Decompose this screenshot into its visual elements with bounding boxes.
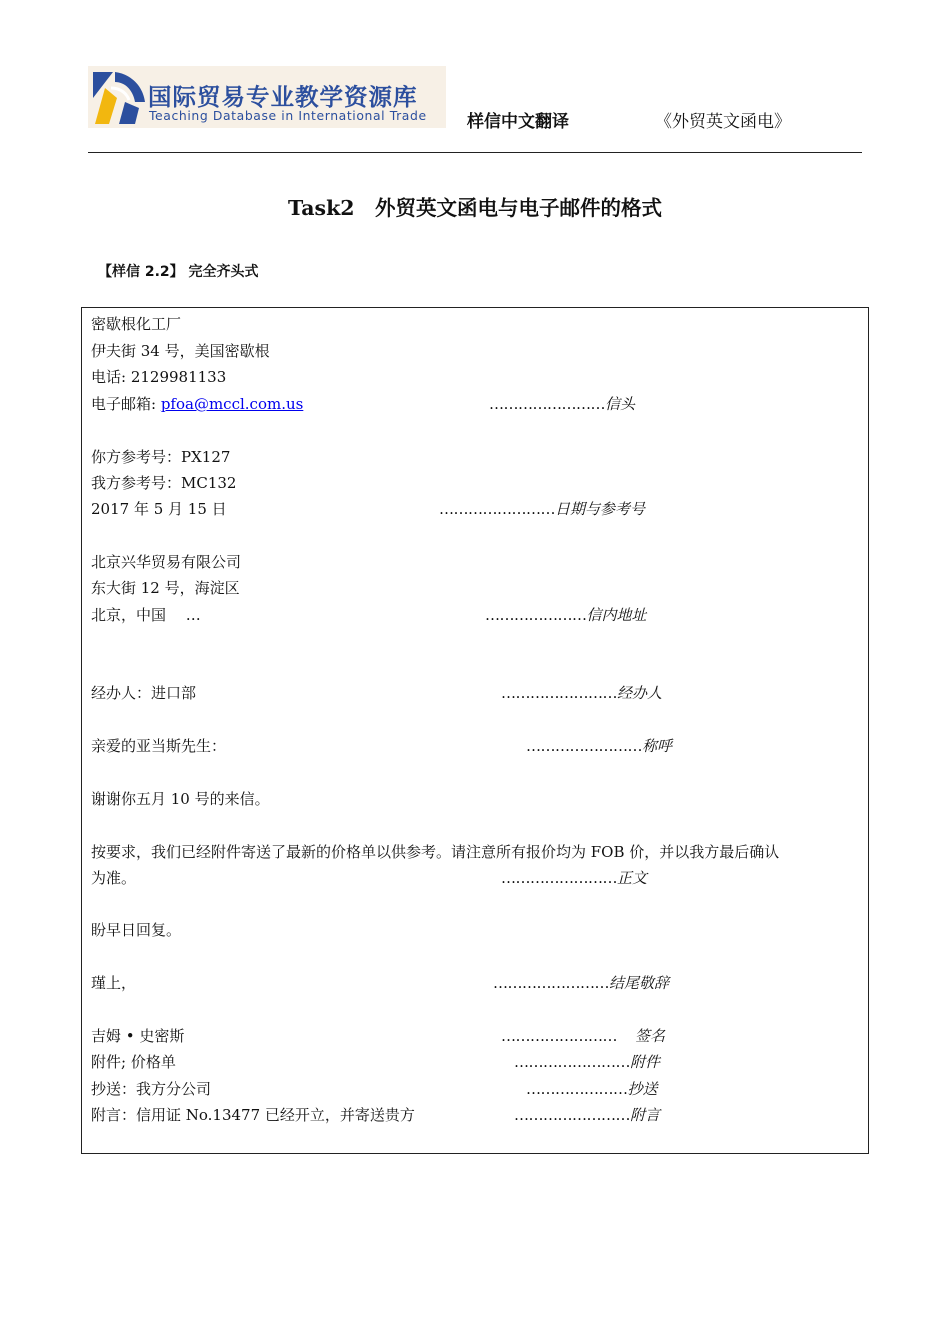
body-paragraph-3: 盼早日回复。 (91, 921, 182, 939)
annotation-inside-address-label: 信内地址 (586, 606, 647, 624)
annotation-date-ref-label: 日期与参考号 (555, 500, 646, 518)
annotation-enclosure (514, 1052, 660, 1072)
logo-chinese-text: 国际贸易专业教学资源库 (148, 83, 418, 111)
annotation-ps (514, 1105, 660, 1125)
header-section-label: 样信中文翻译 (467, 112, 569, 132)
logo-english-text: Teaching Database in International Trade (149, 108, 427, 123)
email-link[interactable]: pfoa@mccl.com.us (160, 395, 304, 413)
recipient-street: 东大街 12 号，海淀区 (91, 579, 240, 597)
annotation-cc (526, 1079, 658, 1099)
logo (88, 66, 446, 128)
letterhead-address: 伊夫街 34 号，美国密歇根 (91, 342, 270, 360)
annotation-enclosure-label: 附件 (630, 1053, 661, 1071)
leader-dots: …………………… (489, 395, 605, 413)
letter-date: 2017 年 5 月 15 日 (91, 500, 227, 518)
leader-dots: …………………… (493, 974, 609, 992)
email-label: 电子邮箱: (91, 395, 161, 413)
leader-dots: …………………… (514, 1053, 630, 1071)
cc-line: 抄送：我方分公司 (91, 1080, 212, 1098)
enclosure-line: 附件; 价格单 (91, 1053, 176, 1071)
letterhead-phone: 电话: 2129981133 (91, 368, 227, 386)
attention-line: 经办人：进口部 (91, 684, 197, 702)
annotation-signature-label: 签名 (635, 1027, 666, 1045)
annotation-ps-label: 附言 (630, 1106, 661, 1124)
leader-dots: …………………… (526, 737, 642, 755)
body-paragraph-1: 谢谢你五月 10 号的来信。 (91, 790, 270, 808)
annotation-signature (501, 1026, 665, 1046)
annotation-body-label: 正文 (617, 869, 648, 887)
letter-frame (81, 307, 869, 1154)
body-paragraph-2-line-1: 按要求，我们已经附件寄送了最新的价格单以供参考。请注意所有报价均为 FOB 价，并以我方最后确认 (91, 843, 780, 861)
your-reference: 你方参考号：PX127 (91, 448, 231, 466)
annotation-salutation (526, 736, 672, 756)
recipient-city: 北京，中国 … (91, 606, 201, 624)
leader-dots: …………………… (501, 869, 617, 887)
logo-emblem-icon (91, 68, 147, 126)
annotation-letterhead (489, 394, 635, 414)
letterhead-company: 密歇根化工厂 (91, 315, 182, 333)
leader-dots: …………………… (439, 500, 555, 518)
page-header (88, 66, 862, 153)
leader-dots: ………………… (526, 1080, 628, 1098)
leader-dots: …………………… (501, 1027, 617, 1045)
annotation-cc-label: 抄送 (627, 1080, 658, 1098)
annotation-attention-label: 经办人 (617, 684, 663, 702)
header-book-title: 《外贸英文函电》 (655, 112, 791, 132)
complimentary-close: 瑾上， (91, 974, 137, 992)
page-title: Task2 外贸英文函电与电子邮件的格式 (287, 196, 663, 220)
annotation-attention (501, 683, 662, 703)
annotation-salutation-label: 称呼 (642, 737, 673, 755)
recipient-company: 北京兴华贸易有限公司 (91, 553, 242, 571)
leader-dots: …………………… (501, 684, 617, 702)
sample-letter-heading: 【样信 2.2】 完全齐头式 (98, 264, 259, 280)
letterhead-email-line (91, 394, 303, 414)
leader-dots: …………………… (514, 1106, 630, 1124)
annotation-closing (493, 973, 669, 993)
ps-line: 附言：信用证 No.13477 已经开立，并寄送贵方 (91, 1106, 415, 1124)
body-paragraph-2-line-2: 为准。 (91, 869, 137, 887)
signature: 吉姆 • 史密斯 (91, 1027, 185, 1045)
annotation-inside-address (485, 605, 647, 625)
annotation-closing-label: 结尾敬辞 (609, 974, 670, 992)
annotation-letterhead-label: 信头 (605, 395, 636, 413)
annotation-date-ref (439, 499, 645, 519)
our-reference: 我方参考号：MC132 (91, 474, 237, 492)
annotation-body (501, 868, 647, 888)
leader-dots: ………………… (485, 606, 587, 624)
salutation: 亲爱的亚当斯先生： (91, 737, 227, 755)
